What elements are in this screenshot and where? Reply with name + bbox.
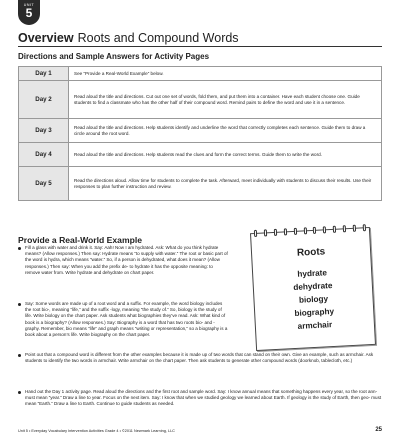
chart-word: armchair [297, 320, 333, 331]
title-topic: Roots and Compound Words [77, 31, 239, 45]
section-heading: Provide a Real-World Example [18, 235, 143, 245]
chart-word: dehydrate [293, 280, 333, 293]
spiral-binding-icon [254, 224, 366, 238]
bullet-icon [18, 354, 21, 357]
day-description: Read the directions aloud. Allow time for students to complete the task. Afterward, meet individually with students to discuss their results. Use their responses to plan further instruction and review. [69, 167, 382, 201]
footer-credit: Unit 5 • Everyday Vocabulary Intervention Activities Grade 4 • ©2011 Newmark Learning, LLC [18, 429, 175, 433]
page-number: 25 [375, 427, 382, 433]
day-label: Day 5 [19, 167, 69, 201]
day-description: Read aloud the title and directions. Help students identify and underline the word that correctly completes each sentence. Guide them to draw a circle around the root word. [69, 119, 382, 143]
chart-word: hydrate [297, 268, 328, 279]
bullet-icon [18, 391, 21, 394]
unit-number: 5 [25, 6, 33, 20]
chart-paper-illustration [250, 227, 376, 351]
directions-heading: Directions and Sample Answers for Activity Pages [18, 52, 210, 61]
table-row [19, 143, 382, 167]
bullet-text: Point out that a compound word is different from the other examples because it is made up of two words that can stand on their own. Give an example, such as armchair. Ask students to identify the two words in armchair. Write armchair on the chart paper. Then ask students to generate other compound words (doorknob, tablecloth, etc.) [25, 352, 374, 364]
day-label: Day 3 [19, 119, 69, 143]
bullet-text: Fill a glass with water and drink it. Say: Aah! Now I am hydrated. Ask: What do you think hydrate means? (Allow responses.) Then say: Hydrate means “to supply with water.” The root or basic part of the word is hydra, which means “water.” So, if a person is dehydrated, what does it mean? (Allow responses.) Then say: When you add the prefix de- to hydrate it has the opposite meaning: to remove water from. Write hydrate and dehydrate on chart paper. [25, 245, 228, 275]
chart-word: biology [298, 294, 329, 305]
day-description: See “Provide a Real-World Example” below. [69, 67, 382, 81]
day-label: Day 1 [19, 67, 69, 81]
bullet-icon [18, 303, 21, 306]
table-row [19, 81, 382, 119]
title-overview: Overview [18, 31, 74, 45]
unit-badge [18, 0, 40, 25]
list-item [18, 245, 228, 276]
chart-word-list [252, 244, 374, 335]
unit-label: UNIT [23, 3, 35, 7]
day-description: Read aloud the title and directions. Cut out one set of words, fold them, and put them into a container. Have each student choose one. Guide students to find a classmate who has the other half of their compound word. Remind pairs to define the word and use it in a sentence. [69, 81, 382, 119]
page-title [18, 29, 382, 43]
day-label: Day 2 [19, 81, 69, 119]
title-divider [18, 46, 382, 47]
chart-heading: Roots [296, 246, 326, 259]
day-description: Read aloud the title and directions. Help students read the clues and form the correct terms. Guide them to write the word. [69, 143, 382, 167]
bullet-icon [18, 247, 21, 250]
bullet-text: Say: Some words are made up of a root word and a suffix. For example, the word biology includes the root bio-, meaning “life,” and the suffix -logy, meaning “the study of.” So, biology is the study of life. Write biology on the chart paper. Ask students what biographies they’ve read. Ask: What kind of book is a biography? (Allow responses.) Say: Biography is a word that has two roots bio- and -graphy. Remember, bio means “life” and graph means “writing or representation,” so a biography is a book about a person’s life. Write biography on the chart paper. [25, 301, 228, 338]
table-row [19, 119, 382, 143]
list-item [18, 301, 228, 338]
bullet-text: Hand out the Day 1 activity page. Read aloud the directions and the first root and sample word. Say: I know annual means that something happens every year, so the root ann- must mean “year.” Draw a line to year. Focus on the next item. Say: I know that when we studied geology we learned about Earth. If geology is the study of Earth, then geo- must mean “Earth.” Draw a line to Earth. Continue to guide students as needed. [25, 389, 382, 407]
chart-word: biography [294, 306, 335, 318]
list-item [18, 389, 382, 408]
day-table [18, 66, 382, 201]
day-label: Day 4 [19, 143, 69, 167]
table-row [19, 167, 382, 201]
table-row [19, 67, 382, 81]
list-item [18, 352, 382, 364]
